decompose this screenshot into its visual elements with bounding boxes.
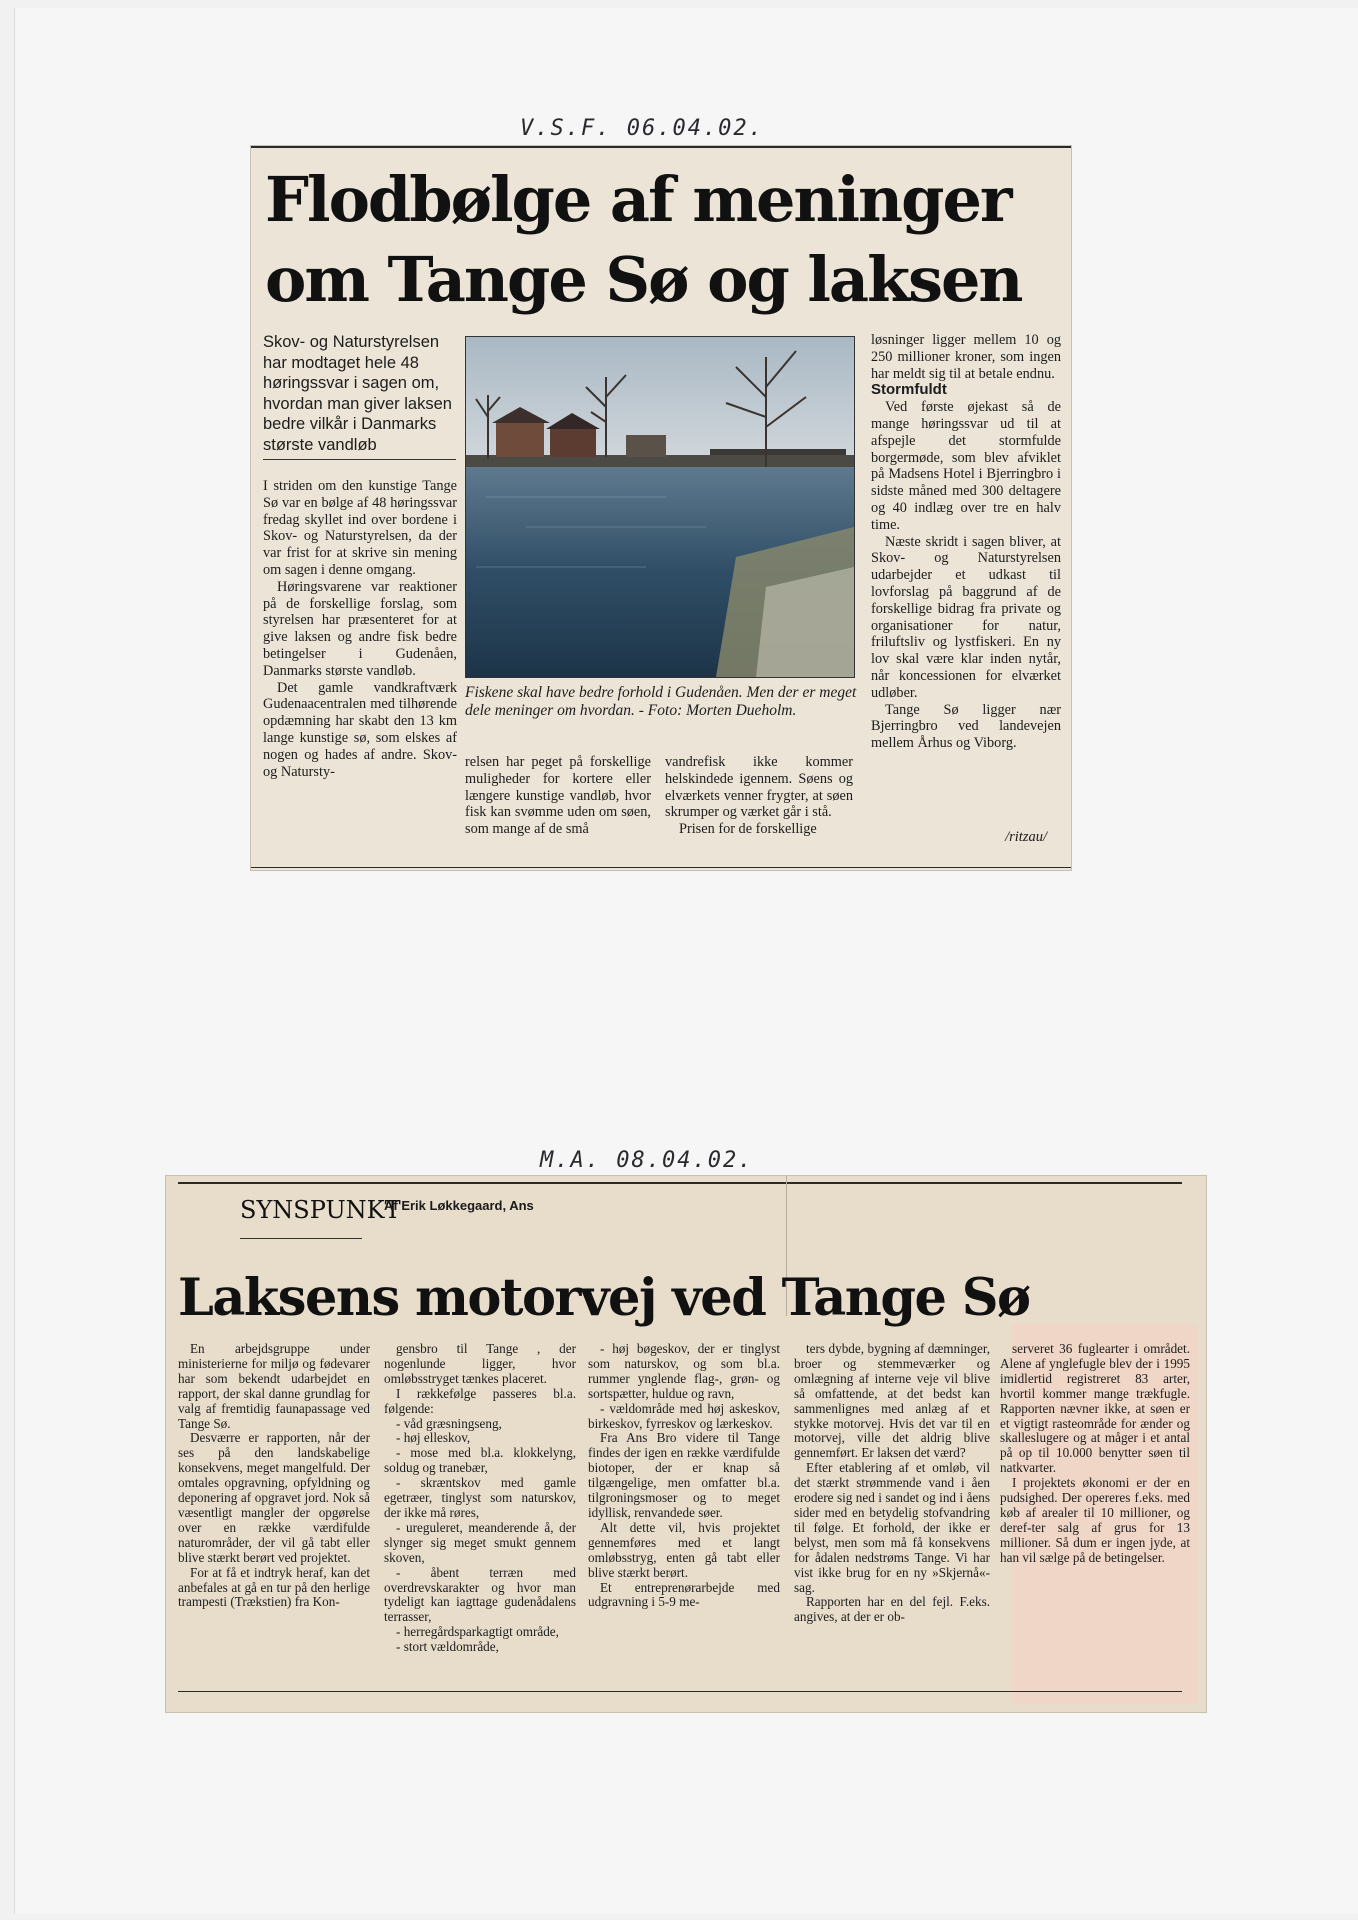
list-item: - herregårdsparkagtigt område, (396, 1624, 559, 1640)
paragraph: I rækkefølge passeres bl.a. følgende: (384, 1385, 576, 1416)
photo-caption: Fiskene skal have bedre forhold i Gudenåen. Men der er meget dele meninger om hvordan. - Foto: Morten Dueholm. (465, 684, 857, 719)
list-item: - stort vældområde, (396, 1639, 499, 1655)
article-column-3 (665, 754, 853, 838)
paragraph: Fra Ans Bro videre til Tange findes der igen en række værdifulde biotoper, der er knap så tilgængelige, men omfatter bl.a. tilgroningsmoser og to meget idyllisk, renvandede søer. (588, 1430, 780, 1520)
subheading: Stormfuldt (871, 381, 947, 399)
article-column-2 (465, 754, 651, 838)
list-item: - mose med bl.a. klokkelyng, soldug og tranebær, (384, 1445, 576, 1476)
paragraph: serveret 36 fuglearter i området. Alene af ynglefugle blev der i 1995 imidlertid registreret 83 arter, hvortil kommer mange trækfugle. Rapporten nævner ikke, at søen er et vigtigt rasteområde for ænder og skalleslugere og at måger i et antal på op til 10.000 benytter søen til natkvarter. (1000, 1341, 1190, 1476)
paragraph: For at få et indtryk heraf, kan det anbefales at gå en tur på den herlige trampesti (Trækstien) fra Kon- (178, 1564, 370, 1610)
section-underline (240, 1238, 362, 1239)
list-item: - skræntskov med gamle egetræer, tinglyst som naturskov, der ikke må røres, (384, 1475, 576, 1520)
byline: /ritzau/ (1005, 829, 1047, 845)
article-column-1 (178, 1342, 370, 1610)
newspaper-clipping-2 (166, 1176, 1206, 1712)
river-photo-image (466, 337, 854, 677)
paragraph: relsen har peget på forskellige muligheder for kortere eller længere kunstige vandløb, hvor fisk kan svømme uden om søen, som mange af de små (465, 754, 651, 838)
handwritten-note-2: M.A. 08.04.02. (540, 1148, 754, 1173)
article-column-5 (1000, 1342, 1190, 1566)
paragraph: løsninger ligger mellem 10 og 250 millioner kroner, som ingen har meldt sig til at betale endnu. (871, 332, 1061, 382)
article-column-1 (263, 478, 457, 780)
paragraph: Rapporten har en del fejl. F.eks. angives, at der er ob- (794, 1594, 990, 1625)
article-column-4 (871, 332, 1061, 752)
list-item: - høj bøgeskov, der er tinglyst som naturskov, og som bl.a. rummer ynglende flag-, grøn- og sortspætter, huldue og ravn, (588, 1341, 780, 1401)
paragraph: vandrefisk ikke kommer helskindede igennem. Søens og elværkets venner frygter, at søen skrumper og værket går i stå. (665, 754, 853, 821)
lede-text: Skov- og Naturstyrelsen har modtaget hele 48 høringssvar i sagen om, hvordan man giver laksen bedre vilkår i Danmarks største vandløb (263, 333, 452, 454)
list-item: - våd græsningseng, (396, 1415, 502, 1431)
top-rule (178, 1182, 1182, 1184)
paragraph: Høringsvarene var reaktioner på de forskellige forslag, som styrelsen har præsenteret for at give laksen og andre fisk bedre betingelser i Gudenåen, Danmarks største vandløb. (263, 578, 457, 679)
paragraph: Det gamle vandkraftværk Gudenaacentralen med tilhørende opdæmning har skabt den 13 km lange kunstige sø, som elskes af nogen og hades af andre. Skov- og Natursty- (263, 679, 457, 780)
paragraph: En arbejdsgruppe under ministerierne for miljø og fødevarer har som bekendt udarbejdet en rapport, der skal danne grundlag for valg af fremtidig faunapassage ved Tange Sø. (178, 1341, 370, 1431)
headline-line-1: Flodbølge af meninger (265, 163, 1011, 236)
article-column-4 (794, 1342, 990, 1625)
bottom-rule (251, 867, 1071, 868)
paragraph: Et entreprenørarbejde med udgravning i 5-9 me- (588, 1579, 780, 1610)
author-byline: Af Erik Løkkegaard, Ans (384, 1198, 534, 1213)
article-column-2 (384, 1342, 576, 1655)
newspaper-clipping-1 (251, 146, 1071, 870)
paragraph: Efter etablering af et omløb, vil det stærkt strømmende vand i åen erodere sig ned i sandet og ind i åens sider med en betydelig stofvandring til følge. Et forhold, der ikke er belyst, men som må få konsekvens for ådalen nedstrøms Tange. Vi har vist ikke brug for en ny »Skjernå«-sag. (794, 1460, 990, 1595)
paragraph: gensbro til Tange , der nogenlunde ligger, hvor omløbsstryget tænkes placeret. (384, 1341, 576, 1386)
paragraph: Næste skridt i sagen bliver, at Skov- og Naturstyrelsen udarbejder et udkast til lovforslag på baggrund af de forskellige bidrag fra private og organisationer for natur, friluftsliv og lystfiskeri. En ny lov skal være klar inden nytår, når koncessionen for elværket udløber. (871, 533, 1061, 701)
top-rule (251, 146, 1071, 148)
paragraph: Prisen for de forskellige (679, 821, 817, 838)
list-item: - vældområde med høj askeskov, birkeskov, fyrreskov og lærkeskov. (588, 1400, 780, 1431)
handwritten-note-1: V.S.F. 06.04.02. (520, 116, 764, 141)
headline-line-2: om Tange Sø og laksen (265, 243, 1022, 316)
paragraph: I striden om den kunstige Tange Sø var en bølge af 48 høringssvar fredag skyllet ind over bordene i Skov- og Naturstyrelsen, da der var frist for at skrive sin mening om sagen i denne omgang. (263, 478, 457, 578)
list-item: - høj elleskov, (396, 1430, 471, 1446)
river-photo (465, 336, 855, 678)
section-label: SYNSPUNKT (240, 1196, 401, 1224)
headline-2: Laksens motorvej ved Tange Sø (178, 1268, 1030, 1328)
paragraph: Tange Sø ligger nær Bjerringbro ved landevejen mellem Århus og Viborg. (871, 701, 1061, 752)
paragraph: Desværre er rapporten, når der ses på den landskabelige konsekvens, meget mangelfuld. Der omtales opgravning, opfyldning og deponering af opgravet jord. Nok så væsentligt mangler der opgørelse over en række værdifulde naturområder, der vil gå tabt eller blive stærkt berørt ved projektet. (178, 1430, 370, 1565)
list-item: - åbent terræn med overdrevskarakter og hvor man tydeligt kan iagttage gudenådalens terrasser, (384, 1564, 576, 1625)
paragraph: ters dybde, bygning af dæmninger, broer og stemmeværker og omlægning af interne veje vil blive så omfattende, at det bedst kan sammenlignes med anlæg af et stykke motorvej. Hvis det var til en motorvej, ville det aldrig blive gennemført. Er laksen det værd? (794, 1341, 990, 1461)
headline-1 (265, 160, 1065, 320)
paragraph: I projektets økonomi er der en pudsighed. Der opereres f.eks. med køb af arealer til 10 millioner, og deref-ter salg af grus for 13 millioner. Så dum er ingen jyde, at han vil sælge på de betingelser. (1000, 1475, 1190, 1565)
bottom-rule (178, 1691, 1182, 1692)
paragraph: Ved første øjekast så de mange høringssvar ud til at afspejle det stormfulde borgermøde, som blev afviklet på Madsens Hotel i Bjerringbro i sidste måned med 300 deltagere og 40 indlæg over tre en halv time. (871, 399, 1061, 533)
paragraph: Alt dette vil, hvis projektet gennemføres med et langt omløbsstryg, enten gå tabt eller blive stærkt berørt. (588, 1519, 780, 1580)
article-column-3 (588, 1342, 780, 1610)
lede-rule (263, 459, 456, 460)
list-item: - ureguleret, meanderende å, der slynger sig meget smukt gennem skoven, (384, 1519, 576, 1565)
